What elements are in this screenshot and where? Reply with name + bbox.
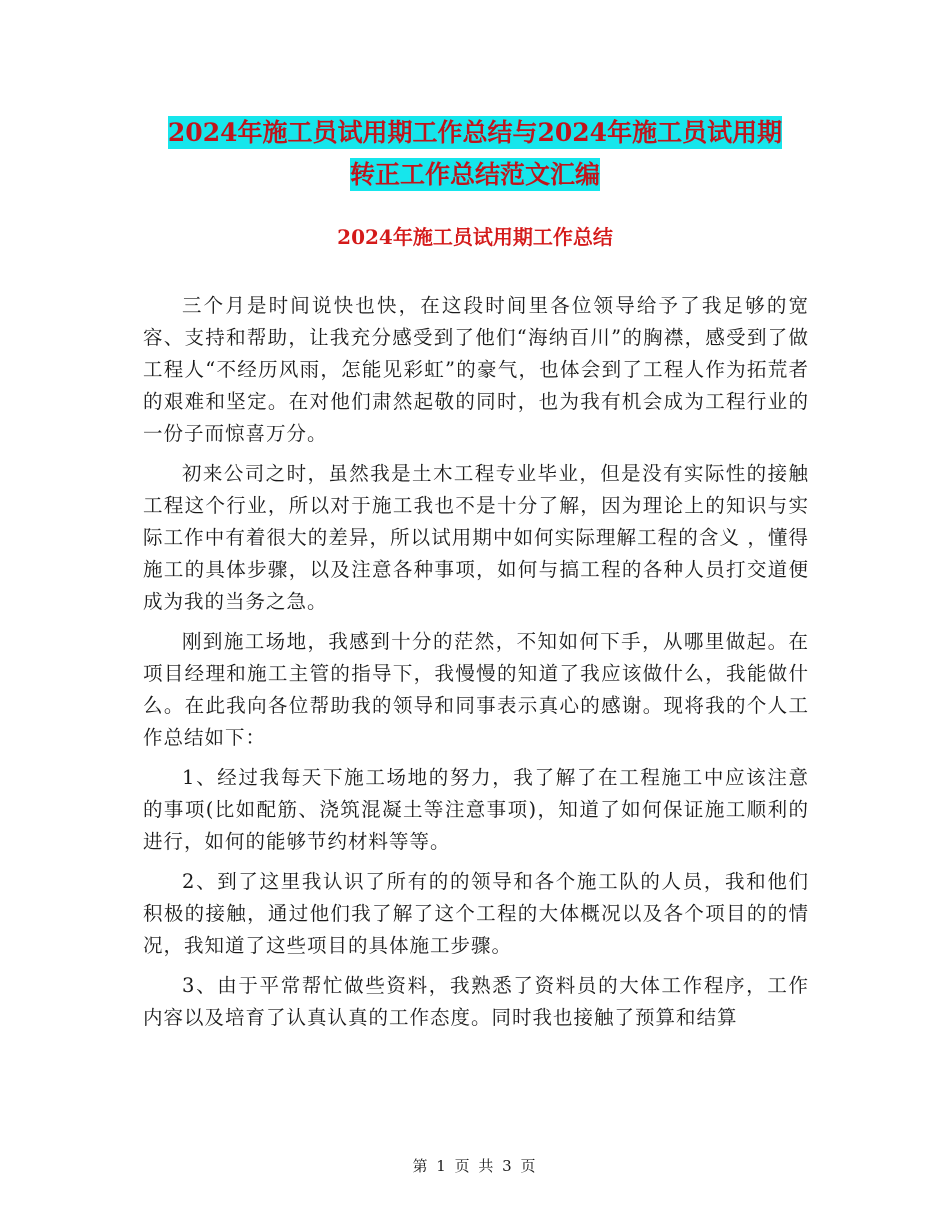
paragraph: 刚到施工场地，我感到十分的茫然，不知如何下手，从哪里做起。在项目经理和施工主管的指导下，我慢慢的知道了我应该做什么，我能做什么。在此我向各位帮助我的领导和同事表示真心的感谢。现将我的个人工作总结如下： — [143, 630, 809, 749]
paragraph: 2、到了这里我认识了所有的的领导和各个施工队的人员，我和他们积极的接触，通过他们我了解了这个工程的大体概况以及各个项目的的情况，我知道了这些项目的具体施工步骤。 — [143, 870, 809, 957]
title-highlight: 转正工作总结范文汇编 — [349, 160, 600, 189]
paragraph: 1、经过我每天下施工场地的努力，我了解了在工程施工中应该注意的事项(比如配筋、浇筑混凝土等注意事项)，知道了如何保证施工顺利的进行，如何的能够节约材料等等。 — [143, 766, 809, 853]
section-heading: 2024年施工员试用期工作总结 — [337, 225, 613, 249]
title-highlight: 2024年施工员试用期工作总结与2024年施工员试用期 — [167, 118, 783, 147]
paragraph: 3、由于平常帮忙做些资料，我熟悉了资料员的大体工作程序，工作内容以及培育了认真认真的工作态度。同时我也接触了预算和结算 — [143, 974, 809, 1029]
document-body — [143, 290, 809, 1042]
paragraph: 三个月是时间说快也快，在这段时间里各位领导给予了我足够的宽容、支持和帮助，让我充分感受到了他们“海纳百川”的胸襟，感受到了做工程人“不经历风雨，怎能见彩虹”的豪气，也体会到了工程人作为拓荒者的艰难和坚定。在对他们肃然起敬的同时，也为我有机会成为工程行业的一份子而惊喜万分。 — [143, 294, 809, 445]
paragraph: 初来公司之时，虽然我是土木工程专业毕业，但是没有实际性的接触工程这个行业，所以对于施工我也不是十分了解，因为理论上的知识与实际工作中有着很大的差异，所以试用期中如何实际理解工程的含义 ，懂得施工的具体步骤，以及注意各种事项，如何与搞工程的各种人员打交道便成为我的当务之急。 — [143, 462, 809, 613]
page-footer: 第 1 页 共 3 页 — [412, 1157, 538, 1175]
document-title-line-2 — [0, 150, 950, 200]
